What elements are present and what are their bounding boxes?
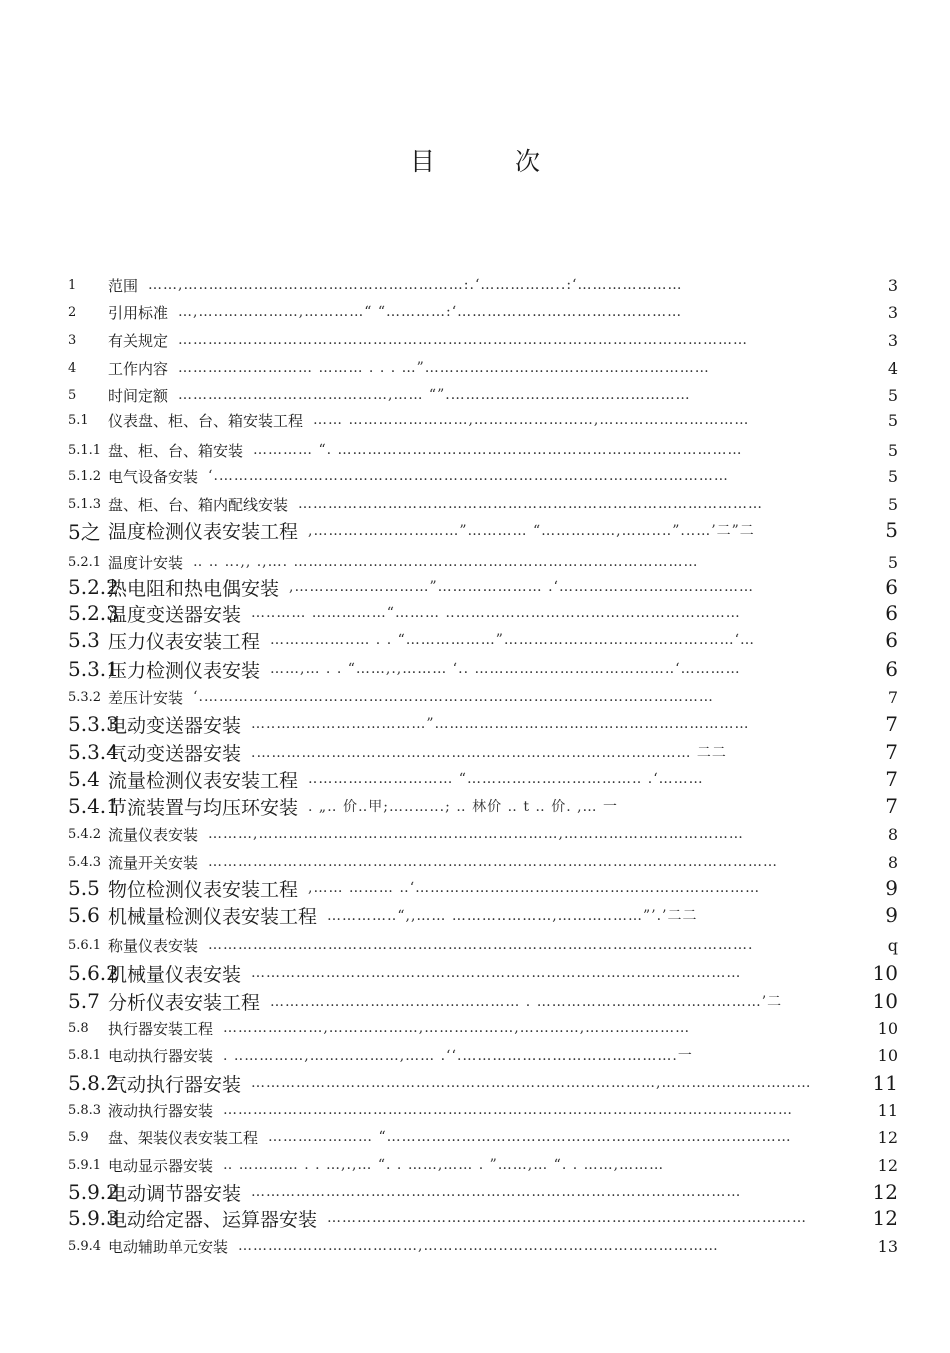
toc-entry[interactable] [68,491,898,517]
toc-page-number: 7 [885,740,898,764]
toc-number: 5.3 [68,628,100,652]
toc-page-number: 13 [877,1236,898,1256]
toc-leader-dots: …………‥“,,…… ………‥………,………‥……”’.’二二 [327,908,698,924]
toc-page-number: 9 [885,903,898,927]
toc-page-number: 10 [877,1045,898,1065]
toc-number: 5.9 [68,1129,89,1145]
toc-label: 热电阻和热电偶安装 [108,577,280,600]
toc-number: 5.6.1 [68,937,102,953]
toc-leader-dots: ……,…‥……………………………………………:.‘……………..:‘………………… [148,277,683,293]
toc-number: 5.3.3 [68,712,119,736]
toc-leader-dots: ………………………………………………………………………………………………. [208,937,754,953]
toc-page-number: 3 [887,330,898,350]
toc-number: 5.6.2 [68,961,119,985]
toc-page-number: 10 [872,961,898,985]
toc-entry[interactable] [68,355,898,381]
toc-entry[interactable] [68,711,898,737]
toc-page-number: 7 [887,687,898,707]
toc-page-number: 4 [887,358,898,378]
toc-label: 电动辅助单元安装 [108,1237,229,1256]
toc-leader-dots: …‥…………………………”……………………………………………………… [251,716,750,732]
toc-label: 范围 [108,276,139,295]
toc-page-number: 3 [887,302,898,322]
toc-page-number: 10 [877,1018,898,1038]
toc-entry[interactable] [68,327,898,353]
toc-number: 5.8.3 [68,1102,102,1118]
toc-number: 5.1.1 [68,442,102,458]
toc-label: 流量检测仪表安装工程 [108,769,299,792]
toc-label: 气动执行器安装 [108,1073,242,1096]
toc-number: 1 [68,277,77,293]
toc-entry[interactable] [68,407,898,433]
toc-entry[interactable] [68,463,898,489]
toc-label: 流量仪表安装 [108,825,199,844]
toc-label: 气动变送器安装 [108,742,242,765]
toc-page-number: 8 [887,852,898,872]
toc-page-number: 12 [877,1155,898,1175]
toc-leader-dots: ,………………………”………………… .‘………………………………… [289,579,754,595]
toc-label: 温度计安装 [108,553,184,572]
toc-number: 5.2.1 [68,554,102,570]
toc-entry[interactable] [68,1124,898,1150]
toc-number: 5.7 [68,989,100,1013]
toc-page-number: 6 [885,575,898,599]
toc-entry[interactable] [68,875,898,901]
toc-leader-dots: .…………………………………………………………………………… 二二 [251,745,727,761]
toc-number: 5.8.2 [68,1071,119,1095]
toc-label: 盘、架装仪表安装工程 [108,1128,259,1147]
toc-label: 物位检测仪表安装工程 [108,878,299,901]
toc-entry[interactable] [68,437,898,463]
toc-page-number: 7 [885,712,898,736]
toc-entry[interactable] [68,656,898,682]
toc-entry[interactable] [68,382,898,408]
toc-number: 5 [68,387,77,403]
toc-number: 5.3.4 [68,740,119,764]
toc-leader-dots: ………,……………………………………………………,……………………………… [208,826,744,842]
toc-entry[interactable] [68,299,898,325]
toc-leader-dots: …………………………………………………………………………………………………… [208,854,779,870]
toc-label: 电动显示器安装 [108,1156,214,1175]
toc-number: 5.1.3 [68,496,102,512]
toc-label: 液动执行器安装 [108,1101,214,1120]
toc-entry[interactable] [68,932,898,958]
toc-leader-dots: ………………………………………………‥…………………………………… [251,965,742,981]
toc-number: 5.3.1 [68,657,119,681]
toc-label: 机械量检测仪表安装工程 [108,905,318,928]
toc-page-number: q [887,935,898,955]
toc-leader-dots: ,…… ……… ‥‘…………………………………………………………… [308,880,761,896]
toc-entry[interactable] [68,739,898,765]
toc-entry[interactable] [68,517,898,543]
toc-leader-dots: ………………………‥…………………………………………………………… [251,1184,742,1200]
toc-label: 电动给定器、运算器安装 [108,1208,318,1231]
toc-leader-dots: ,……….……….………”………… “……………,……‥‥”.‥…’二”二 [308,523,755,539]
toc-entry[interactable] [68,1097,898,1123]
toc-label: 压力检测仪表安装 [108,659,261,682]
toc-page-number: 6 [885,657,898,681]
toc-label: 温度检测仪表安装工程 [108,520,299,543]
toc-label: 电动执行器安装 [108,1046,214,1065]
toc-number: 5.4.3 [68,854,102,870]
toc-label: 称量仪表安装 [108,936,199,955]
toc-entry[interactable] [68,821,898,847]
toc-number: 4 [68,360,77,376]
toc-page-number: 12 [877,1127,898,1147]
toc-label: 工作内容 [108,359,169,378]
toc-label: 电动变送器安装 [108,714,242,737]
toc-label: 有关规定 [108,331,169,350]
toc-label: 节流装置与均压环安装 [108,796,299,819]
toc-label: 仪表盘、柜、台、箱安装工程 [108,411,304,430]
toc-number: 5.4.2 [68,826,102,842]
toc-leader-dots: ‥ ‥ ‥.,, .,…. ……………………………………………………………………… [193,554,699,570]
toc-number: 5.3.2 [68,689,102,705]
toc-leader-dots: ……‥…………………………………… . ………………………………………’二 [270,994,783,1010]
toc-leader-dots: ‘.………………………………………………………………………………………… [208,468,729,484]
toc-leader-dots: ………… “. ……………………………………………………………………… [253,442,743,458]
toc-number: 5.9.3 [68,1206,119,1230]
toc-leader-dots: ……,… . . “……,.,……… ‘.. ……………‥…………………‥‘………… [270,661,741,677]
toc-number: 5.1 [68,412,89,428]
toc-number: 5.2.3 [68,601,119,625]
toc-label: 执行器安装工程 [108,1019,214,1038]
toc-leader-dots: ‥ ………… . . …,.,… “. . ……,…… . ”……,… “. . ……,……… [223,1157,665,1173]
toc-entry[interactable] [68,1042,898,1068]
toc-page-number: 12 [872,1180,898,1204]
toc-page-number: 5 [887,494,898,514]
toc-page-number: 9 [885,876,898,900]
toc-number: 5.1.2 [68,468,102,484]
toc-page-number: 11 [877,1100,898,1120]
toc-leader-dots: ………………… “……………………………………………………………………… [268,1129,792,1145]
toc-label: 电动调节器安装 [108,1182,242,1205]
toc-leader-dots: ‥……………………… “……………………………‥ .‘……… [308,771,704,787]
toc-number: 3 [68,332,77,348]
toc-leader-dots: . „‥ 价‥甲;…‥…‥.; ‥ 林价 ‥ t ‥ 价. ,… 一 [308,799,618,815]
toc-page-number: 5 [887,385,898,405]
toc-number: 5.8.1 [68,1047,102,1063]
toc-page-number: 6 [885,628,898,652]
toc-entry[interactable] [68,1179,898,1205]
toc-leader-dots: ……………………… ……… . . . …”………………………………………………… [178,360,710,376]
toc-entry[interactable] [68,1070,898,1096]
toc-leader-dots: ………………………………………………………………………,………………………… [251,1075,812,1091]
toc-page-number: 5 [885,518,898,542]
toc-page-number: 8 [887,824,898,844]
toc-label: 温度变送器安装 [108,603,242,626]
toc-label: 压力仪表安装工程 [108,630,261,653]
toc-leader-dots: …………………………………………………………………………………… [327,1210,808,1226]
title-part-1: 目 [409,147,435,176]
toc-entry[interactable] [68,1205,898,1231]
toc-entry[interactable] [68,902,898,928]
toc-number: 5.2.2 [68,575,119,599]
toc-entry[interactable] [68,793,898,819]
toc-entry[interactable] [68,600,898,626]
toc-page-number: 5 [887,466,898,486]
toc-leader-dots: ……………………………………,…… “”.………………………………………… [178,387,691,403]
toc-page-number: 3 [887,275,898,295]
toc-entry[interactable] [68,1015,898,1041]
toc-number: 5.6 [68,903,100,927]
toc-number: 5.8 [68,1020,89,1036]
toc-entry[interactable] [68,549,898,575]
toc-entry[interactable] [68,1233,898,1259]
toc-number: 5.5 [68,876,100,900]
toc-label: 盘、柜、台、箱内配线安装 [108,495,289,514]
toc-number: 5之 [68,519,101,544]
toc-leader-dots: …… ……………………,……………………,………………………… [313,412,750,428]
toc-entry[interactable] [68,988,898,1014]
toc-entry[interactable] [68,627,898,653]
toc-page-number: 7 [885,794,898,818]
toc-page-number: 12 [872,1206,898,1230]
toc-leader-dots: ……………‥…,………………,………………,…………,………………… [223,1020,691,1036]
toc-label: 盘、柜、台、箱安装 [108,441,244,460]
toc-entry[interactable] [68,1152,898,1178]
toc-entry[interactable] [68,684,898,710]
toc-leader-dots: …………………………………………………………………………………………………… [178,332,749,348]
toc-page-number: 7 [885,767,898,791]
toc-entry[interactable] [68,766,898,792]
toc-number: 5.9.4 [68,1238,102,1254]
toc-label: 分析仪表安装工程 [108,991,261,1014]
toc-label: 时间定额 [108,386,169,405]
toc-label: 电气设备安装 [108,467,199,486]
page-title [0,142,950,178]
toc-entry[interactable] [68,574,898,600]
toc-number: 5.4.1 [68,794,119,818]
toc-page-number: 5 [887,440,898,460]
toc-leader-dots: …‥…… ……………“……… ‥………………………………………………… [251,605,741,621]
title-part-2: 次 [515,147,541,176]
toc-leader-dots: …………………………………………………………………………………………………… [223,1102,794,1118]
toc-leader-dots: ………………………………………………………………………………… [298,496,764,512]
toc-entry[interactable] [68,272,898,298]
toc-page-number: 11 [872,1071,898,1095]
toc-label: 差压计安装 [108,688,184,707]
toc-leader-dots: . ‥…………,………………,…… .‘‘.…………………………………….一 [223,1048,693,1064]
toc-page-number: 5 [887,410,898,430]
toc-label: 引用标准 [108,303,169,322]
toc-number: 2 [68,304,77,320]
toc-page-number: 6 [885,601,898,625]
toc-entry[interactable] [68,849,898,875]
toc-number: 5.9.1 [68,1157,102,1173]
toc-leader-dots: ……………‥… . . “………………”…………………………………‥‥…‘… [270,632,756,648]
toc-number: 5.9.2 [68,1180,119,1204]
toc-page-number: 10 [872,989,898,1013]
toc-leader-dots: …,…‥……………,…………“ “…………:‘……………………………………… [178,304,683,320]
toc-leader-dots: ………………………………,……………‥…………………………………… [238,1238,719,1254]
toc-number: 5.4 [68,767,100,791]
toc-leader-dots: ‘.………………………………………………………………………………………… [193,689,714,705]
toc-page-number: 5 [887,552,898,572]
toc-label: 机械量仪表安装 [108,963,242,986]
toc-label: 流量开关安装 [108,853,199,872]
toc-entry[interactable] [68,960,898,986]
